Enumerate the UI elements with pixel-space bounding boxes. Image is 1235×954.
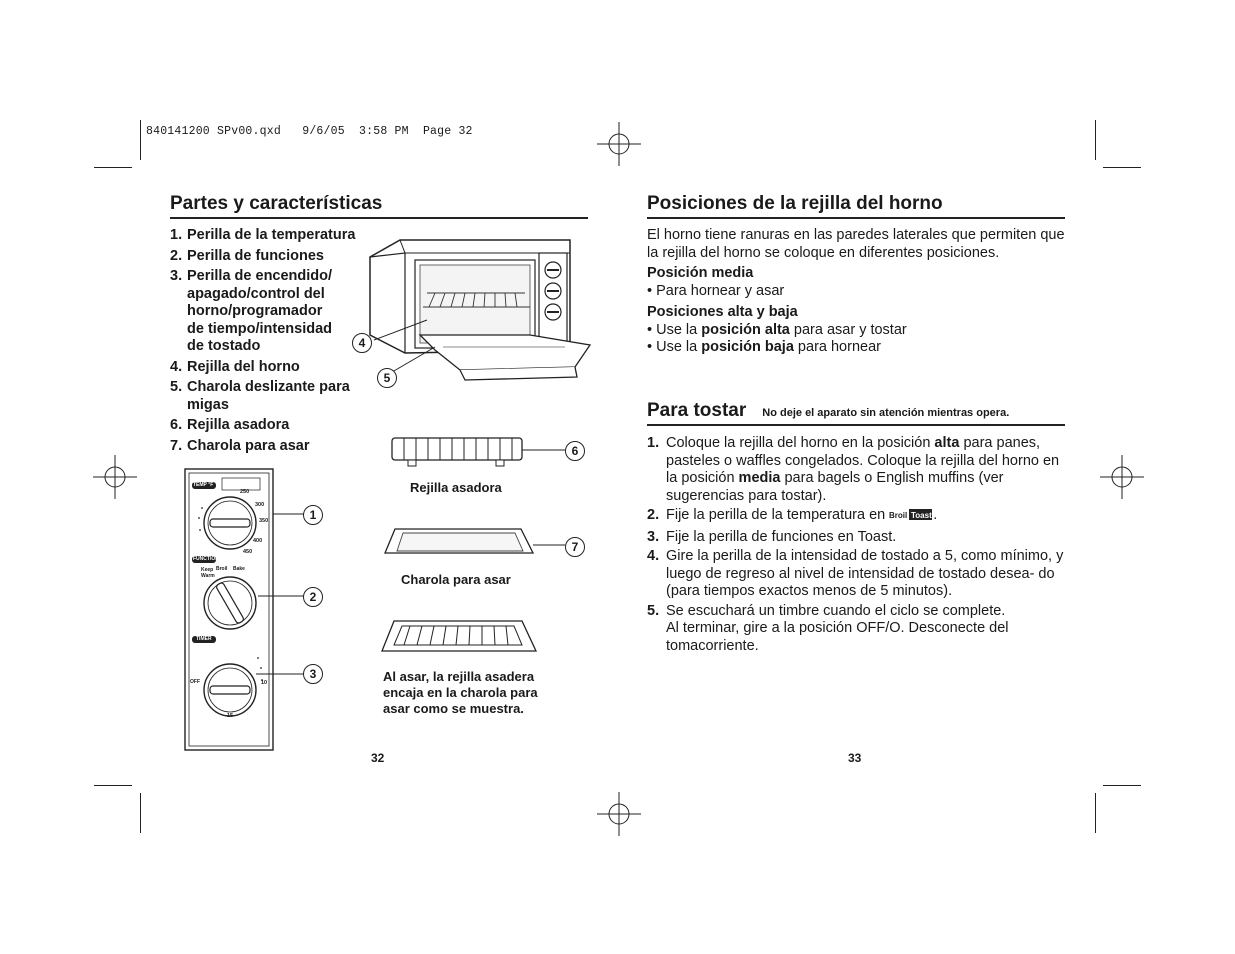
- temp-mark: 250: [240, 489, 250, 495]
- timer-mark: 10: [261, 680, 268, 686]
- rack-in-pan-caption: Al asar, la rejilla asadera encaja en la charola para asar como se muestra.: [383, 669, 538, 716]
- registration-target-bottom: [597, 792, 641, 836]
- high-low-heading: Posiciones alta y baja: [647, 304, 798, 320]
- timer-tag: TIMER: [196, 636, 212, 642]
- toast-title: Para tostar No deje el aparato sin atención mientras opera.: [647, 400, 1065, 426]
- registration-target-right: [1100, 455, 1144, 499]
- function-mark: Keep Warm: [201, 567, 215, 579]
- callout-4: 4: [352, 333, 372, 353]
- mid-position-heading: Posición media: [647, 265, 754, 281]
- callout-6: 6: [565, 441, 585, 461]
- temp-mark: 400: [253, 538, 263, 544]
- function-mark: Bake: [233, 566, 245, 572]
- broil-toast-icon: [889, 508, 933, 527]
- toast-steps: [647, 435, 1067, 657]
- callout-7: 7: [565, 537, 585, 557]
- list-item: 4. Rejilla del horno: [170, 358, 300, 375]
- list-item: 3. Perilla de encendido/ apagado/control del horno/programador de tiempo/intensidad de tostado: [170, 268, 333, 354]
- toaster-oven-illustration: [365, 235, 595, 385]
- function-tag: FUNCTION: [193, 556, 219, 562]
- rack-positions-title: Posiciones de la rejilla del horno: [647, 193, 1065, 219]
- temp-mark: 350: [259, 518, 269, 524]
- list-item: 5. Se escuchará un timbre cuando el ciclo se complete. Al terminar, gire a la posición OFF/O. Desconecte del tomacorriente.: [647, 602, 1009, 654]
- low-position-item: • Use la posición baja para hornear: [647, 339, 881, 355]
- broil-pan-illustration: [383, 523, 583, 563]
- svg-text:Broil: Broil: [889, 511, 908, 520]
- callout-2: 2: [303, 587, 323, 607]
- temp-tag: TEMP °F: [193, 482, 214, 488]
- list-item: 7. Charola para asar: [170, 437, 310, 454]
- parts-list: [170, 227, 365, 458]
- registration-target-left: [93, 455, 137, 499]
- high-position-item: • Use la posición alta para asar y tostar: [647, 322, 907, 338]
- list-item: 6. Rejilla asadora: [170, 417, 290, 433]
- list-item: 2. Fije la perilla de la temperatura en Broil Toast .: [647, 507, 1067, 527]
- svg-text:Toast: Toast: [911, 511, 933, 520]
- callout-1: 1: [303, 505, 323, 525]
- temp-mark: 300: [255, 502, 265, 508]
- list-item: 3. Fije la perilla de funciones en Toast.: [647, 528, 897, 545]
- list-item: 1. Coloque la rejilla del horno en la posición alta para panes, pasteles o waffles congelados. Coloque la rejilla del horno en la posición media para bagels o English muffins (ver sugerencias para tostar).: [647, 435, 1060, 504]
- parts-title: Partes y características: [170, 193, 588, 219]
- broil-rack-caption: Rejilla asadora: [410, 480, 502, 495]
- function-mark: Broil: [216, 566, 228, 572]
- list-item: 5. Charola deslizante para migas: [170, 379, 350, 413]
- unattended-warning: No deje el aparato sin atención mientras opera.: [762, 407, 1010, 419]
- file-slug: 840141200 SPv00.qxd 9/6/05 3:58 PM Page 32: [146, 125, 473, 138]
- rack-in-pan-illustration: [380, 615, 540, 660]
- rack-intro: El horno tiene ranuras en las paredes laterales que permiten que la rejilla del horno se coloque en diferentes posiciones.: [647, 227, 1065, 261]
- callout-3: 3: [303, 664, 323, 684]
- broil-pan-caption: Charola para asar: [401, 572, 511, 587]
- page-number-left: 32: [371, 751, 385, 765]
- registration-target-top: [597, 122, 641, 166]
- temp-mark: 450: [243, 549, 253, 555]
- broil-rack-illustration: [390, 432, 590, 472]
- timer-mark: 15: [227, 713, 234, 719]
- callout-5: 5: [377, 368, 397, 388]
- off-mark: OFF: [190, 679, 200, 685]
- page-number-right: 33: [848, 751, 862, 765]
- mid-position-item: • Para hornear y asar: [647, 283, 785, 299]
- list-item: 1. Perilla de la temperatura: [170, 227, 356, 243]
- list-item: 4. Gire la perilla de la intensidad de tostado a 5, como mínimo, y luego de regreso al nivel de intensidad de tostado desea- do (para tiempos exactos menos de 5 minutos).: [647, 548, 1064, 599]
- list-item: 2. Perilla de funciones: [170, 247, 324, 264]
